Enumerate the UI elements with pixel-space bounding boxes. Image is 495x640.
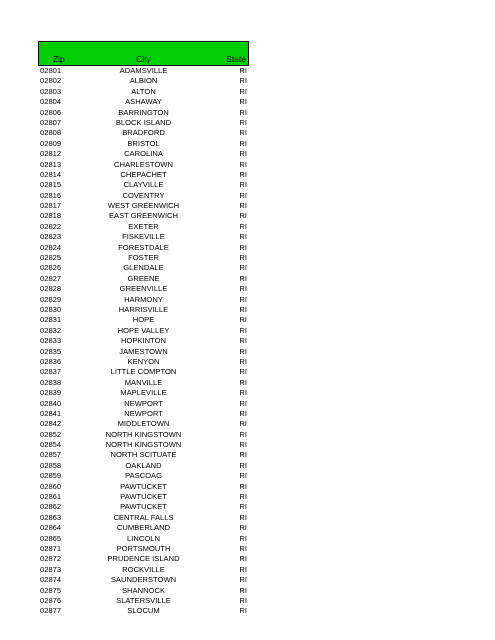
table-row bbox=[38, 108, 249, 118]
city-cell: ALBION bbox=[129, 76, 158, 86]
zip-cell: 02839 bbox=[40, 388, 62, 398]
zip-cell: 02859 bbox=[40, 471, 62, 481]
state-cell: RI bbox=[239, 450, 247, 460]
city-cell: LITTLE COMPTON bbox=[110, 367, 177, 377]
zip-cell: 02809 bbox=[40, 138, 62, 148]
state-cell: RI bbox=[239, 128, 247, 138]
state-cell: RI bbox=[239, 356, 247, 366]
state-cell: RI bbox=[239, 554, 247, 564]
zip-cell: 02835 bbox=[40, 346, 62, 356]
state-cell: RI bbox=[239, 336, 247, 346]
table-row bbox=[38, 201, 249, 211]
table-row bbox=[38, 544, 249, 554]
city-cell: SLOCUM bbox=[127, 606, 160, 616]
table-row bbox=[38, 191, 249, 201]
table-row bbox=[38, 399, 249, 409]
table-row bbox=[38, 409, 249, 419]
city-cell: FISKEVILLE bbox=[122, 232, 165, 242]
state-cell: RI bbox=[239, 471, 247, 481]
state-cell: RI bbox=[239, 325, 247, 335]
table-body bbox=[38, 66, 249, 617]
zip-cell: 02865 bbox=[40, 533, 62, 543]
zip-cell: 02818 bbox=[40, 211, 62, 221]
state-cell: RI bbox=[239, 512, 247, 522]
city-cell: NORTH KINGSTOWN bbox=[105, 429, 182, 439]
state-cell: RI bbox=[239, 315, 247, 325]
city-cell: FORESTDALE bbox=[118, 242, 169, 252]
table-row bbox=[38, 128, 249, 138]
table-row bbox=[38, 305, 249, 315]
zip-cell: 02832 bbox=[40, 325, 62, 335]
state-cell: RI bbox=[239, 585, 247, 595]
state-cell: RI bbox=[239, 419, 247, 429]
state-cell: RI bbox=[239, 76, 247, 86]
city-cell: LINCOLN bbox=[127, 533, 160, 543]
zip-cell: 02875 bbox=[40, 585, 62, 595]
city-cell: NORTH KINGSTOWN bbox=[105, 440, 182, 450]
state-cell: RI bbox=[239, 367, 247, 377]
table-row bbox=[38, 482, 249, 492]
zip-cell: 02828 bbox=[40, 284, 62, 294]
table-row bbox=[38, 170, 249, 180]
city-cell: SHANNOCK bbox=[121, 585, 166, 595]
city-cell: HOPKINTON bbox=[120, 336, 166, 346]
table-row bbox=[38, 586, 249, 596]
state-cell: RI bbox=[239, 502, 247, 512]
zip-cell: 02854 bbox=[40, 440, 62, 450]
table-row bbox=[38, 492, 249, 502]
table-row bbox=[38, 315, 249, 325]
table-row bbox=[38, 211, 249, 221]
state-cell: RI bbox=[239, 159, 247, 169]
state-cell: RI bbox=[239, 253, 247, 263]
state-cell: RI bbox=[239, 97, 247, 107]
zip-cell: 02825 bbox=[40, 253, 62, 263]
zip-cell: 02813 bbox=[40, 159, 62, 169]
city-cell: COVENTRY bbox=[122, 190, 165, 200]
table-row bbox=[38, 378, 249, 388]
table-row bbox=[38, 440, 249, 450]
state-cell: RI bbox=[239, 242, 247, 252]
zip-cell: 02864 bbox=[40, 523, 62, 533]
state-cell: RI bbox=[239, 377, 247, 387]
table-row bbox=[38, 347, 249, 357]
table-row bbox=[38, 565, 249, 575]
table-row bbox=[38, 430, 249, 440]
city-cell: ASHAWAY bbox=[125, 97, 162, 107]
zip-cell: 02808 bbox=[40, 128, 62, 138]
state-cell: RI bbox=[239, 294, 247, 304]
state-cell: RI bbox=[239, 523, 247, 533]
city-cell: PAWTUCKET bbox=[120, 481, 167, 491]
state-cell: RI bbox=[239, 117, 247, 127]
table-row bbox=[38, 149, 249, 159]
state-cell: RI bbox=[239, 232, 247, 242]
city-cell: BRISTOL bbox=[127, 138, 160, 148]
zip-cell: 02874 bbox=[40, 575, 62, 585]
state-cell: RI bbox=[239, 66, 247, 75]
zip-cell: 02840 bbox=[40, 398, 62, 408]
state-cell: RI bbox=[239, 543, 247, 553]
state-cell: RI bbox=[239, 201, 247, 211]
table-row bbox=[38, 243, 249, 253]
zip-cell: 02824 bbox=[40, 242, 62, 252]
zip-cell: 02858 bbox=[40, 460, 62, 470]
state-cell: RI bbox=[239, 180, 247, 190]
zip-cell: 02812 bbox=[40, 149, 62, 159]
state-cell: RI bbox=[239, 273, 247, 283]
zip-cell: 02873 bbox=[40, 564, 62, 574]
zip-cell: 02823 bbox=[40, 232, 62, 242]
state-cell: RI bbox=[239, 564, 247, 574]
city-cell: MIDDLETOWN bbox=[117, 419, 170, 429]
table-row bbox=[38, 513, 249, 523]
table-row bbox=[38, 502, 249, 512]
state-cell: RI bbox=[239, 606, 247, 616]
table-row bbox=[38, 471, 249, 481]
city-cell: HOPE VALLEY bbox=[117, 325, 170, 335]
zip-cell: 02801 bbox=[40, 66, 62, 75]
city-cell: GREENE bbox=[127, 273, 160, 283]
city-cell: EAST GREENWICH bbox=[108, 211, 179, 221]
table-header bbox=[38, 41, 249, 66]
table-row bbox=[38, 76, 249, 86]
state-cell: RI bbox=[239, 492, 247, 502]
zip-cell: 02806 bbox=[40, 107, 62, 117]
zip-cell: 02861 bbox=[40, 492, 62, 502]
zip-cell: 02822 bbox=[40, 221, 62, 231]
table-row bbox=[38, 284, 249, 294]
city-cell: PASCOAG bbox=[125, 471, 162, 481]
city-cell: EXETER bbox=[128, 221, 159, 231]
table-row bbox=[38, 118, 249, 128]
city-cell: NEWPORT bbox=[124, 408, 163, 418]
zip-cell: 02804 bbox=[40, 97, 62, 107]
state-cell: RI bbox=[239, 149, 247, 159]
state-cell: RI bbox=[239, 263, 247, 273]
city-cell: CHARLESTOWN bbox=[114, 159, 173, 169]
city-cell: SLATERSVILLE bbox=[116, 595, 171, 605]
city-cell: GREENVILLE bbox=[119, 284, 168, 294]
table-row bbox=[38, 232, 249, 242]
table-row bbox=[38, 295, 249, 305]
city-cell: MAPLEVILLE bbox=[120, 388, 167, 398]
state-cell: RI bbox=[239, 86, 247, 96]
state-cell: RI bbox=[239, 429, 247, 439]
zip-cell: 02826 bbox=[40, 263, 62, 273]
table-row bbox=[38, 367, 249, 377]
city-cell: KENYON bbox=[127, 356, 160, 366]
state-cell: RI bbox=[239, 284, 247, 294]
city-cell: HOPE bbox=[132, 315, 155, 325]
table-row bbox=[38, 326, 249, 336]
state-cell: RI bbox=[239, 221, 247, 231]
city-cell: HARRISVILLE bbox=[118, 304, 169, 314]
city-cell: PORTSMOUTH bbox=[116, 543, 171, 553]
zip-cell: 02871 bbox=[40, 543, 62, 553]
zip-cell: 02833 bbox=[40, 336, 62, 346]
city-cell: CENTRAL FALLS bbox=[113, 512, 174, 522]
city-cell: JAMESTOWN bbox=[119, 346, 168, 356]
zip-cell: 02857 bbox=[40, 450, 62, 460]
city-cell: WEST GREENWICH bbox=[107, 201, 180, 211]
city-cell: ADAMSVILLE bbox=[119, 66, 168, 75]
state-cell: RI bbox=[239, 138, 247, 148]
zip-column-header: Zip bbox=[52, 54, 65, 64]
zip-cell: 02815 bbox=[40, 180, 62, 190]
state-cell: RI bbox=[239, 440, 247, 450]
table-row bbox=[38, 606, 249, 616]
city-cell: SAUNDERSTOWN bbox=[110, 575, 177, 585]
state-cell: RI bbox=[239, 481, 247, 491]
table-row bbox=[38, 596, 249, 606]
table-row bbox=[38, 139, 249, 149]
zip-cell: 02862 bbox=[40, 502, 62, 512]
city-cell: CUMBERLAND bbox=[116, 523, 171, 533]
city-cell: BLOCK ISLAND bbox=[115, 117, 172, 127]
table-row bbox=[38, 253, 249, 263]
zip-cell: 02863 bbox=[40, 512, 62, 522]
zip-cell: 02803 bbox=[40, 86, 62, 96]
state-cell: RI bbox=[239, 388, 247, 398]
state-cell: RI bbox=[239, 595, 247, 605]
zip-cell: 02816 bbox=[40, 190, 62, 200]
state-cell: RI bbox=[239, 533, 247, 543]
table-row bbox=[38, 419, 249, 429]
city-cell: HARMONY bbox=[124, 294, 163, 304]
table-row bbox=[38, 160, 249, 170]
state-cell: RI bbox=[239, 460, 247, 470]
table-row bbox=[38, 87, 249, 97]
table-row bbox=[38, 66, 249, 76]
zip-cell: 02836 bbox=[40, 356, 62, 366]
table-row bbox=[38, 450, 249, 460]
state-cell: RI bbox=[239, 169, 247, 179]
city-cell: BARRINGTON bbox=[118, 107, 169, 117]
state-cell: RI bbox=[239, 575, 247, 585]
table-row bbox=[38, 222, 249, 232]
table-row bbox=[38, 357, 249, 367]
city-cell: NEWPORT bbox=[124, 398, 163, 408]
city-cell: CHEPACHET bbox=[120, 169, 167, 179]
city-cell: PAWTUCKET bbox=[120, 492, 167, 502]
zip-cell: 02830 bbox=[40, 304, 62, 314]
table-row bbox=[38, 263, 249, 273]
state-cell: RI bbox=[239, 398, 247, 408]
table-row bbox=[38, 523, 249, 533]
state-cell: RI bbox=[239, 107, 247, 117]
table-row bbox=[38, 461, 249, 471]
state-cell: RI bbox=[239, 211, 247, 221]
zip-cell: 02838 bbox=[40, 377, 62, 387]
city-cell: OAKLAND bbox=[125, 460, 162, 470]
zip-cell: 02860 bbox=[40, 481, 62, 491]
zip-cell: 02872 bbox=[40, 554, 62, 564]
city-cell: CLAYVILLE bbox=[123, 180, 164, 190]
city-column-header: City bbox=[136, 54, 151, 64]
state-cell: RI bbox=[239, 346, 247, 356]
city-cell: FOSTER bbox=[128, 253, 159, 263]
state-column-header: State bbox=[226, 54, 247, 64]
state-cell: RI bbox=[239, 304, 247, 314]
city-cell: PRUDENCE ISLAND bbox=[107, 554, 180, 564]
zip-cell: 02829 bbox=[40, 294, 62, 304]
table-row bbox=[38, 336, 249, 346]
city-cell: BRADFORD bbox=[122, 128, 165, 138]
zip-cell: 02817 bbox=[40, 201, 62, 211]
zip-table bbox=[38, 41, 249, 617]
city-cell: PAWTUCKET bbox=[120, 502, 167, 512]
table-row bbox=[38, 575, 249, 585]
zip-cell: 02837 bbox=[40, 367, 62, 377]
city-cell: ROCKVILLE bbox=[122, 564, 165, 574]
table-row bbox=[38, 274, 249, 284]
zip-cell: 02876 bbox=[40, 595, 62, 605]
zip-cell: 02814 bbox=[40, 169, 62, 179]
city-cell: ALTON bbox=[131, 86, 156, 96]
zip-cell: 02807 bbox=[40, 117, 62, 127]
zip-cell: 02827 bbox=[40, 273, 62, 283]
zip-cell: 02841 bbox=[40, 408, 62, 418]
table-row bbox=[38, 534, 249, 544]
city-cell: NORTH SCITUATE bbox=[110, 450, 177, 460]
city-cell: CAROLINA bbox=[124, 149, 163, 159]
table-row bbox=[38, 388, 249, 398]
zip-cell: 02831 bbox=[40, 315, 62, 325]
zip-cell: 02877 bbox=[40, 606, 62, 616]
zip-cell: 02852 bbox=[40, 429, 62, 439]
city-cell: GLENDALE bbox=[123, 263, 164, 273]
state-cell: RI bbox=[239, 408, 247, 418]
zip-cell: 02842 bbox=[40, 419, 62, 429]
table-row bbox=[38, 97, 249, 107]
state-cell: RI bbox=[239, 190, 247, 200]
city-cell: MANVILLE bbox=[124, 377, 163, 387]
table-row bbox=[38, 554, 249, 564]
zip-cell: 02802 bbox=[40, 76, 62, 86]
table-row bbox=[38, 180, 249, 190]
